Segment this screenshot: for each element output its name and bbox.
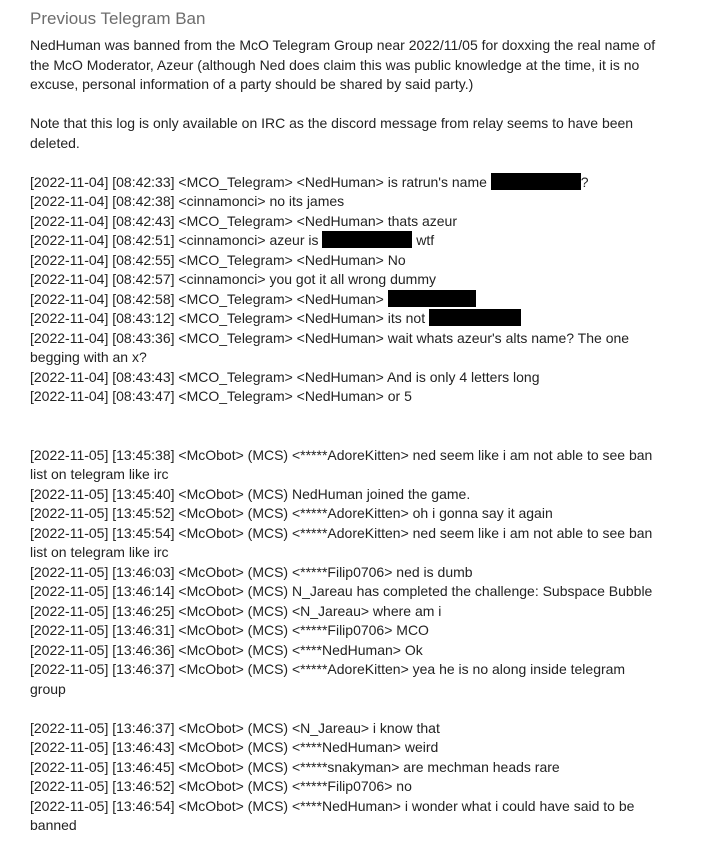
log-line: [2022-11-04] [08:42:57] <cinnamonci> you got it all wrong dummy [30, 271, 436, 287]
intro-paragraph: NedHuman was banned from the McO Telegram Group near 2022/11/05 for doxxing the real name of the McO Moderator, Azeur (although Ned does claim this was public knowledge at the time, it is no excuse, personal information of a party should be shared by said party.) [30, 37, 656, 92]
log-line: [2022-11-05] [13:45:52] <McObot> (MCS) <*****AdoreKitten> oh i gonna say it again [30, 505, 553, 521]
log-line: [2022-11-05] [13:46:36] <McObot> (MCS) <****NedHuman> Ok [30, 641, 423, 658]
spacer [30, 153, 664, 173]
log-line: [2022-11-05] [13:46:03] <McObot> (MCS) <*****Filip0706> ned is dumb [30, 563, 473, 580]
log-line [30, 290, 664, 310]
log-text: [2022-11-04] [08:43:12] <MCO_Telegram> <NedHuman> its not [30, 310, 429, 326]
log-line [30, 231, 664, 251]
log-line: [2022-11-05] [13:46:37] <McObot> (MCS) <*****AdoreKitten> yea he is no along inside telegram group [30, 661, 626, 697]
log-line: [2022-11-04] [08:42:55] <MCO_Telegram> <NedHuman> No [30, 251, 406, 268]
log-line: [2022-11-04] [08:43:43] <MCO_Telegram> <NedHuman> And is only 4 letters long [30, 368, 540, 385]
log-line: [2022-11-05] [13:46:31] <McObot> (MCS) <*****Filip0706> MCO [30, 622, 429, 638]
log-line: [2022-11-05] [13:45:54] <McObot> (MCS) <*****AdoreKitten> ned seem like i am not able to see ban list on telegram like irc [30, 524, 653, 560]
log-line: [2022-11-05] [13:46:14] <McObot> (MCS) N_Jareau has completed the challenge: Subspace Bubble [30, 583, 653, 599]
log-text: wtf [412, 232, 435, 248]
log-text: [2022-11-04] [08:42:51] <cinnamonci> azeur is [30, 232, 323, 248]
log-line: [2022-11-05] [13:45:38] <McObot> (MCS) <*****AdoreKitten> ned seem like i am not able to see ban list on telegram like irc [30, 446, 653, 482]
log-line: [2022-11-04] [08:43:36] <MCO_Telegram> <NedHuman> wait whats azeur's alts name? The one begging with an x? [30, 329, 630, 365]
log-line: [2022-11-05] [13:46:54] <McObot> (MCS) <****NedHuman> i wonder what i could have said to be banned [30, 797, 635, 833]
spacer [30, 699, 664, 719]
log-line: [2022-11-04] [08:42:43] <MCO_Telegram> <NedHuman> thats azeur [30, 212, 457, 229]
log-line: [2022-11-04] [08:42:38] <cinnamonci> no its james [30, 193, 345, 209]
spacer [30, 407, 664, 446]
log-line [30, 173, 664, 193]
log-line: [2022-11-05] [13:46:43] <McObot> (MCS) <****NedHuman> weird [30, 739, 439, 755]
redaction-bar [322, 231, 412, 248]
section-heading: Previous Telegram Ban [30, 9, 206, 28]
telegram-log [30, 173, 664, 407]
log-line: [2022-11-05] [13:46:37] <McObot> (MCS) <N_Jareau> i know that [30, 719, 440, 736]
log-text: ? [580, 173, 589, 190]
log-line: [2022-11-04] [08:43:47] <MCO_Telegram> <NedHuman> or 5 [30, 388, 412, 404]
note-paragraph: Note that this log is only available on IRC as the discord message from relay seems to have been deleted. [30, 115, 634, 151]
irc-log [30, 446, 664, 700]
irc-log-continued [30, 719, 664, 836]
log-line: [2022-11-05] [13:46:52] <McObot> (MCS) <*****Filip0706> no [30, 778, 412, 794]
log-line: [2022-11-05] [13:46:45] <McObot> (MCS) <*****snakyman> are mechman heads rare [30, 758, 560, 775]
log-line: [2022-11-05] [13:45:40] <McObot> (MCS) NedHuman joined the game. [30, 485, 471, 502]
redaction-bar [429, 309, 521, 326]
log-text: [2022-11-04] [08:42:58] <MCO_Telegram> <NedHuman> [30, 290, 388, 307]
log-line [30, 309, 664, 329]
log-line: [2022-11-05] [13:46:25] <McObot> (MCS) <N_Jareau> where am i [30, 602, 442, 619]
redaction-bar [491, 173, 581, 190]
spacer [30, 95, 664, 115]
log-text: [2022-11-04] [08:42:33] <MCO_Telegram> <NedHuman> is ratrun's name [30, 173, 491, 190]
redaction-bar [388, 290, 476, 307]
